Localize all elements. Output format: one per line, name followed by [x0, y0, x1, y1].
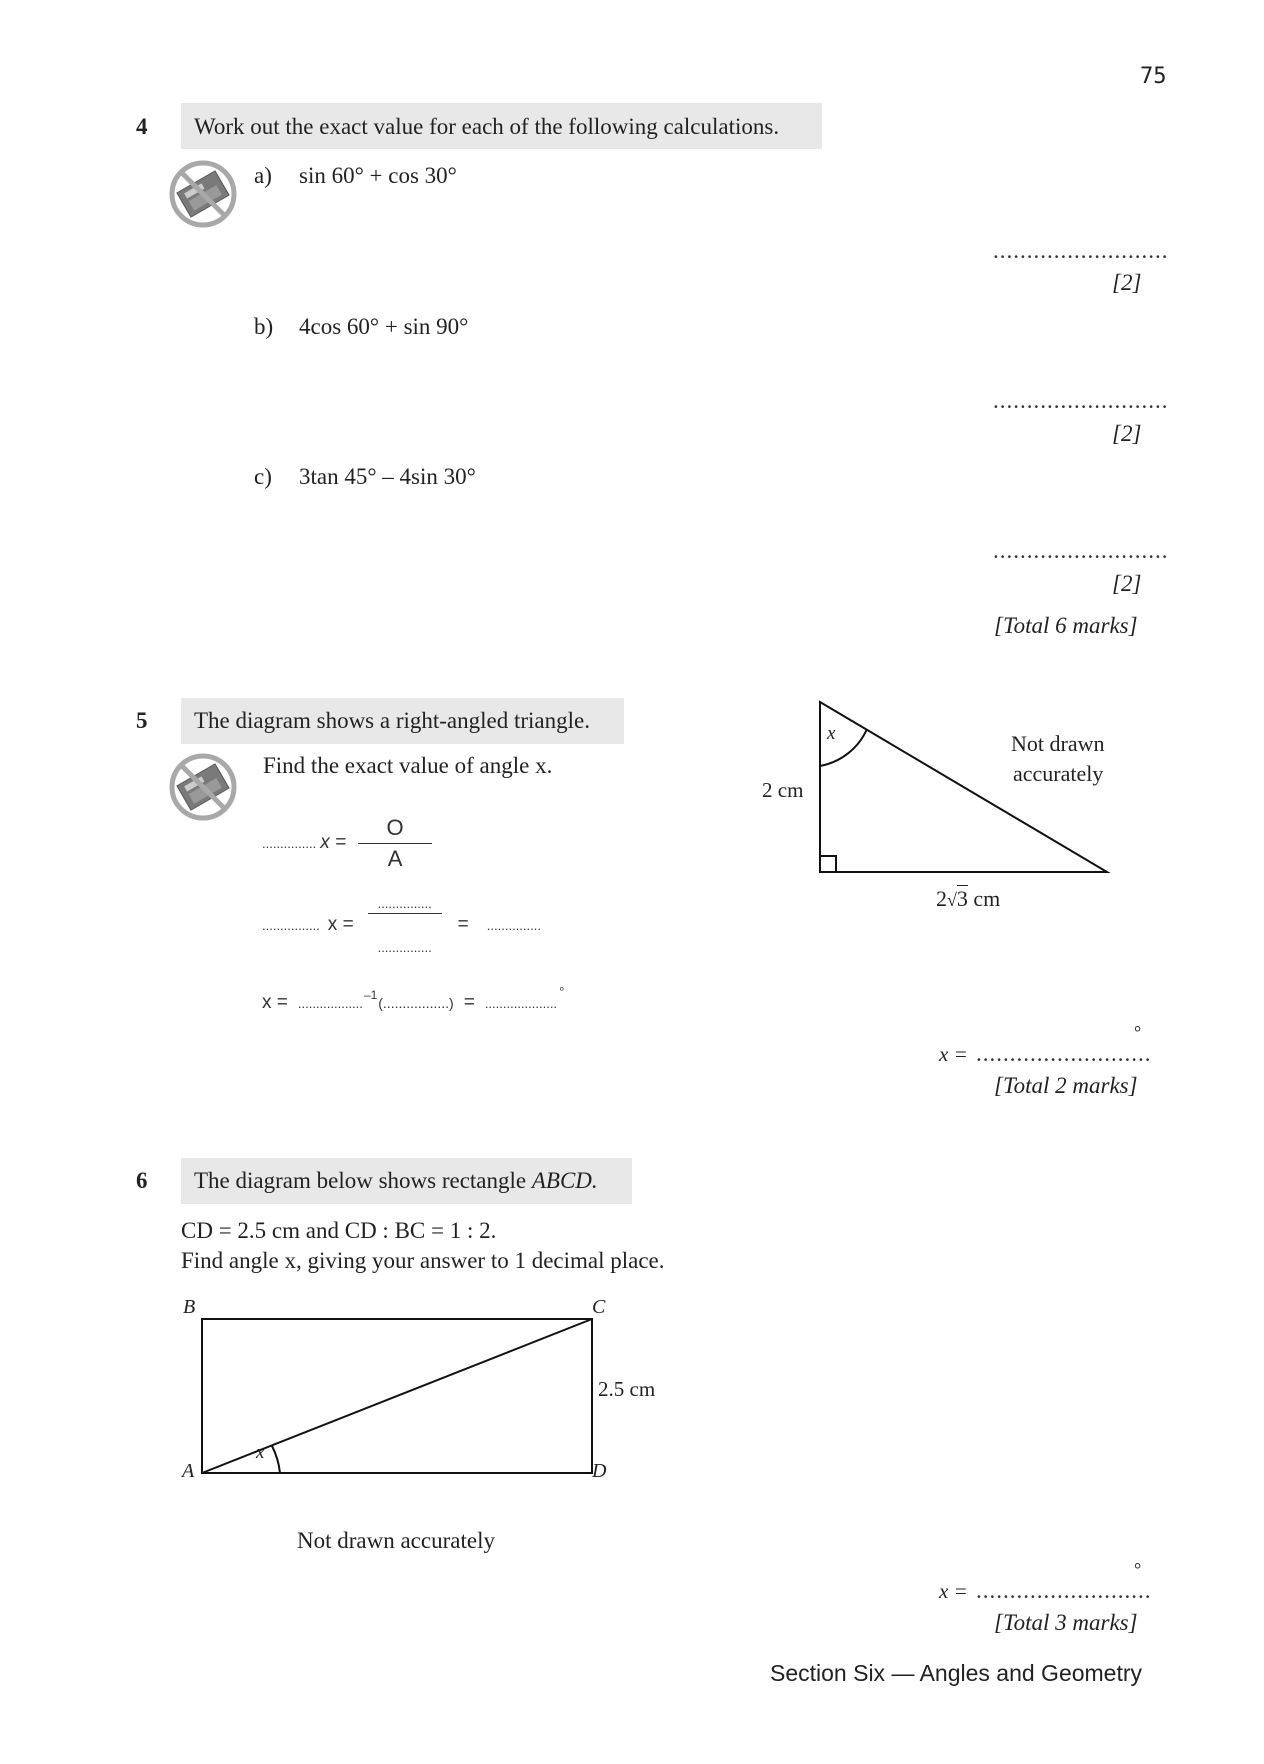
no-calculator-icon: [172, 756, 234, 818]
working-text: =: [457, 914, 469, 935]
fraction: [368, 896, 442, 955]
answer-field[interactable]: ..........................: [976, 1041, 1152, 1066]
instruction: Find the exact value of angle x.: [263, 753, 553, 778]
part-expression: sin 60° + cos 30°: [299, 163, 457, 188]
angle-label: x: [256, 1442, 265, 1463]
angle-label: x: [827, 723, 836, 744]
vertex-label: C: [592, 1296, 606, 1318]
working-blank[interactable]: ...............: [486, 917, 541, 933]
total-marks: [Total 6 marks]: [994, 613, 1138, 638]
prompt-text: The diagram below shows rectangle: [194, 1168, 532, 1193]
question-prompt: [194, 1168, 598, 1194]
working-blank[interactable]: ...............: [368, 896, 442, 914]
not-drawn-note: Not drawn accurately: [297, 1528, 495, 1553]
side-label: 2.5 cm: [598, 1377, 656, 1401]
part-expression: 3tan 45° – 4sin 30°: [299, 464, 476, 489]
answer-field[interactable]: ..........................: [993, 388, 1169, 413]
question-number: 6: [136, 1168, 148, 1193]
answer-field[interactable]: ..........................: [993, 238, 1169, 263]
working-text: =: [463, 992, 475, 1013]
unit: cm: [973, 886, 1001, 911]
page-number: 75: [1140, 64, 1167, 89]
not-drawn-note: accurately: [1013, 761, 1104, 786]
fraction-denominator: A: [387, 845, 403, 871]
working-text: x =: [327, 914, 354, 935]
question-number: 5: [136, 708, 148, 733]
side-label: 2 cm: [762, 778, 804, 802]
working-text: –1: [363, 988, 378, 1002]
radicand: 3: [956, 886, 968, 911]
working-text: °: [559, 984, 565, 999]
coefficient: 2: [936, 886, 947, 911]
part-expression: 4cos 60° + sin 90°: [299, 314, 469, 339]
working-blank[interactable]: ...............: [377, 939, 432, 955]
working-blank[interactable]: ....................: [484, 996, 558, 1011]
part-label: c): [254, 464, 272, 489]
side-label-hypotenuse-base: 2√3 cm: [936, 886, 1001, 911]
question-prompt: Work out the exact value for each of the following calculations.: [194, 114, 780, 139]
degree-unit: °: [1134, 1022, 1142, 1042]
question-number: 4: [136, 114, 148, 139]
working-blank[interactable]: ...............: [262, 835, 317, 851]
marks: [2]: [1112, 421, 1142, 446]
part-label: a): [254, 163, 272, 188]
working-blank[interactable]: ................: [262, 917, 320, 933]
answer-label: x =: [939, 1042, 968, 1066]
marks: [2]: [1112, 270, 1142, 295]
degree-unit: °: [1134, 1559, 1142, 1579]
part-label: b): [254, 314, 274, 339]
working-line-3: [262, 984, 565, 1020]
total-marks: [Total 3 marks]: [994, 1610, 1138, 1635]
working-text: x =: [262, 992, 288, 1013]
working-line-1: [262, 812, 432, 874]
working-blank[interactable]: (.................): [378, 995, 454, 1011]
fraction-numerator: O: [358, 815, 432, 844]
section-footer: Section Six — Angles and Geometry: [770, 1660, 1143, 1686]
working-text: x =: [320, 832, 347, 853]
prompt-italic: ABCD.: [531, 1168, 598, 1193]
vertex-label: B: [183, 1296, 196, 1318]
right-triangle-diagram: [820, 702, 1107, 872]
marks: [2]: [1112, 571, 1142, 596]
total-marks: [Total 2 marks]: [994, 1073, 1138, 1098]
vertex-label: D: [592, 1460, 607, 1482]
no-calculator-icon: [172, 163, 234, 225]
vertex-label: A: [182, 1460, 195, 1482]
instruction: Find angle x, giving your answer to 1 decimal place.: [181, 1248, 665, 1273]
question-prompt: The diagram shows a right-angled triangle.: [194, 708, 590, 733]
answer-label: x =: [939, 1579, 968, 1603]
working-blank[interactable]: ..................: [297, 996, 363, 1011]
answer-field[interactable]: ..........................: [976, 1578, 1152, 1603]
not-drawn-note: Not drawn: [1011, 731, 1105, 756]
working-line-2: [262, 892, 541, 958]
given-info: CD = 2.5 cm and CD : BC = 1 : 2.: [181, 1218, 497, 1243]
fraction: [358, 815, 432, 872]
answer-field[interactable]: ..........................: [993, 538, 1169, 563]
